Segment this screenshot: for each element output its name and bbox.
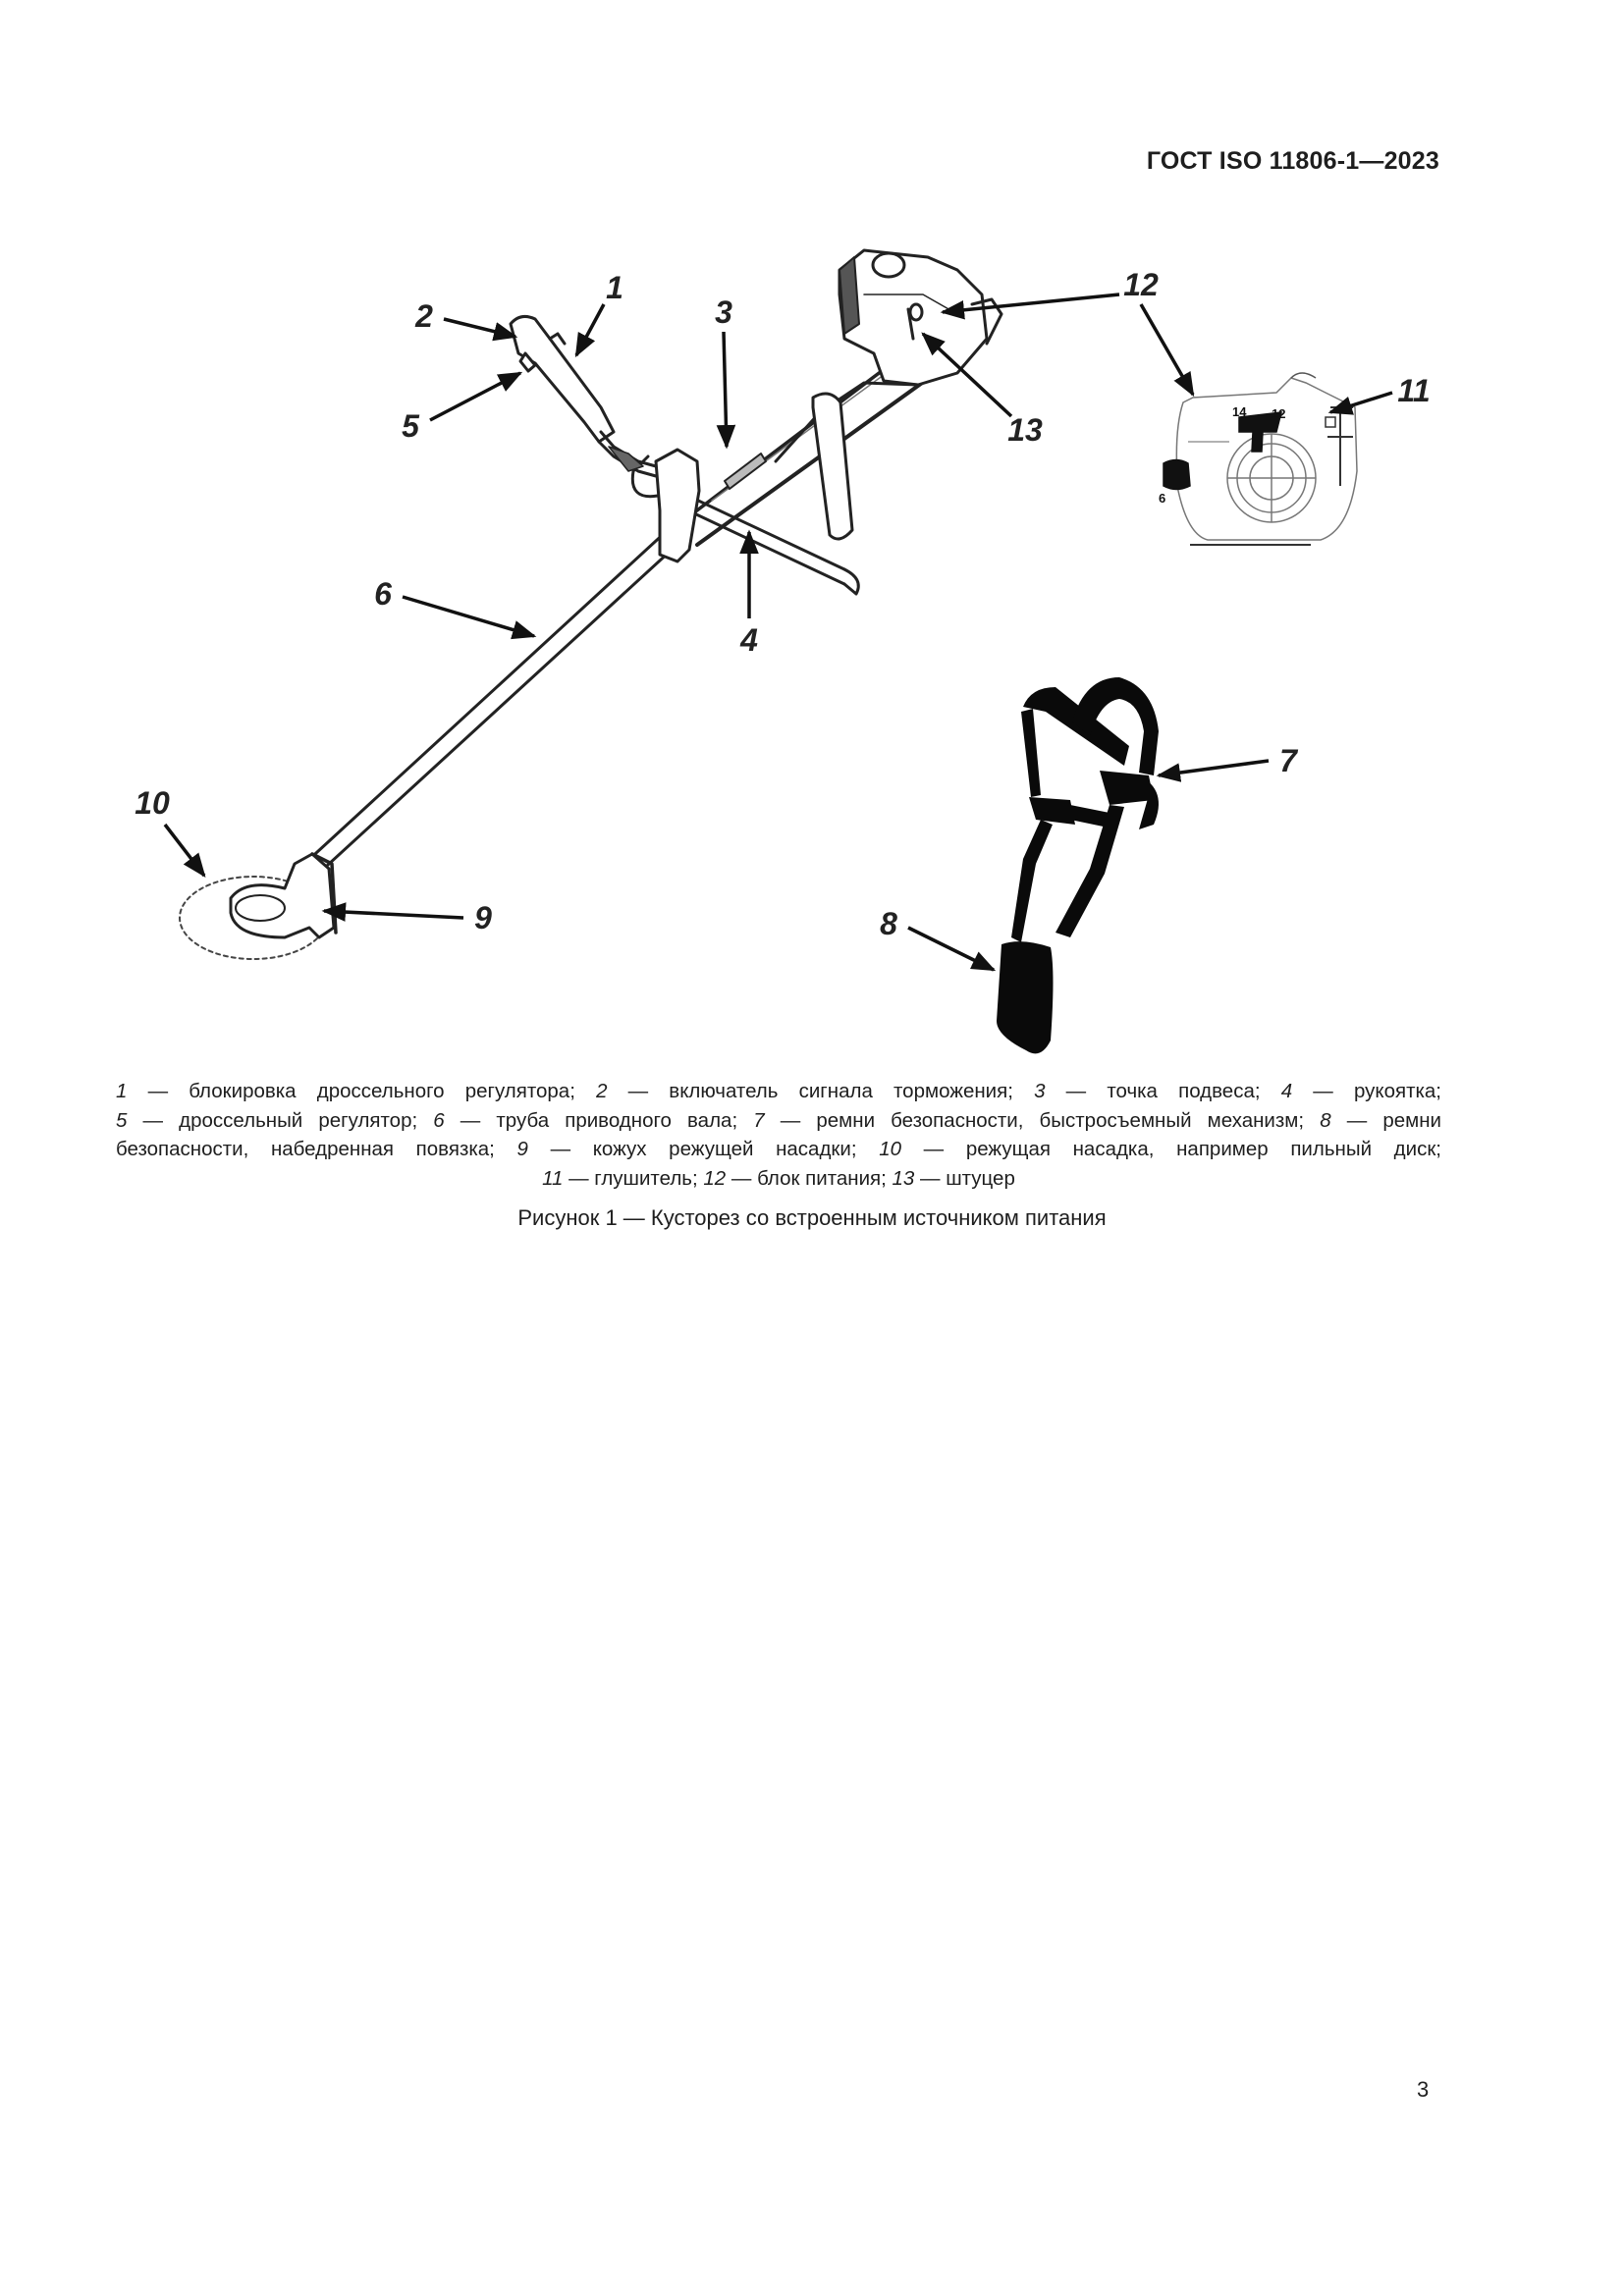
callout-arrows [165, 294, 1392, 970]
inset-label-6: 6 [1159, 491, 1166, 506]
legend-text: — штуцер [914, 1166, 1015, 1190]
callout-3: 3 [715, 294, 732, 330]
figure-caption: Рисунок 1 — Кусторез со встроенным источником питания [517, 1205, 1107, 1230]
legend-number: 5 [116, 1108, 128, 1132]
arrow-2 [444, 319, 515, 337]
callout-9: 9 [474, 900, 492, 935]
arrow-5 [430, 373, 520, 420]
legend-number: 13 [892, 1166, 915, 1190]
legend-text: — глушитель; [563, 1166, 704, 1190]
legend-text: — блокировка дроссельного регулятора; [127, 1080, 597, 1102]
legend-number: 2 [596, 1080, 608, 1102]
legend-text: безопасности, набедренная повязка; [116, 1138, 517, 1160]
legend-text: — точка подвеса; [1045, 1080, 1281, 1102]
callout-8: 8 [880, 906, 897, 941]
callout-1: 1 [606, 270, 623, 305]
legend-number: 7 [753, 1108, 765, 1132]
legend-number: 4 [1280, 1080, 1293, 1102]
document-standard-id: ГОСТ ISO 11806-1—2023 [1146, 147, 1439, 175]
inset-label-12: 12 [1272, 406, 1286, 421]
legend-text: — ремни [1330, 1108, 1441, 1132]
callout-7: 7 [1279, 743, 1297, 778]
legend-row [116, 1106, 1441, 1136]
callout-5: 5 [402, 408, 419, 444]
legend-number: 8 [1320, 1108, 1331, 1132]
legend-text: — дроссельный регулятор; [127, 1108, 434, 1132]
legend-row [116, 1164, 1441, 1194]
legend-text: — ремни безопасности, быстросъемный механизм; [764, 1108, 1321, 1132]
legend-text: — режущая насадка, например пильный диск; [901, 1138, 1441, 1160]
suspension-point [725, 454, 766, 489]
legend-text: — кожух режущей насадки; [527, 1138, 880, 1160]
arrow-1 [576, 304, 604, 355]
callout-4: 4 [740, 622, 758, 658]
handlebar [632, 394, 858, 594]
legend-row [116, 1135, 1441, 1164]
engine-inset [1164, 373, 1357, 545]
legend-number: 12 [703, 1166, 727, 1190]
figure-1-illustration [0, 0, 1624, 1070]
arrow-12-inset [1141, 304, 1193, 395]
legend-number: 11 [542, 1166, 564, 1190]
legend-number: 3 [1034, 1080, 1046, 1102]
drive-shaft-tube [304, 344, 943, 876]
cutting-head [180, 854, 336, 959]
legend-row [116, 1077, 1441, 1106]
legend-number: 1 [116, 1080, 128, 1102]
inset-label-14: 14 [1232, 404, 1247, 419]
legend-text: — рукоятка; [1292, 1080, 1441, 1102]
callout-10: 10 [135, 785, 170, 821]
safety-harness [997, 677, 1159, 1053]
callout-2: 2 [415, 298, 433, 334]
legend-text: — включатель сигнала торможения; [607, 1080, 1035, 1102]
callout-12: 12 [1123, 267, 1159, 302]
brushcutter-drawing [0, 0, 1624, 1070]
arrow-3 [724, 332, 727, 447]
arrow-9 [324, 911, 463, 918]
arrow-8 [908, 928, 994, 970]
legend-text: — блок питания; [726, 1166, 893, 1190]
legend-text: — труба приводного вала; [444, 1108, 754, 1132]
legend-number: 10 [879, 1138, 902, 1160]
figure-legend [116, 1077, 1441, 1193]
arrow-7 [1159, 761, 1269, 775]
legend-number: 6 [433, 1108, 445, 1132]
arrow-6 [403, 597, 534, 636]
arrow-10 [165, 825, 204, 876]
callout-6: 6 [374, 576, 392, 612]
callout-13: 13 [1007, 412, 1043, 448]
callout-11: 11 [1397, 373, 1431, 408]
page-number: 3 [1417, 2077, 1430, 2102]
legend-number: 9 [516, 1138, 528, 1160]
